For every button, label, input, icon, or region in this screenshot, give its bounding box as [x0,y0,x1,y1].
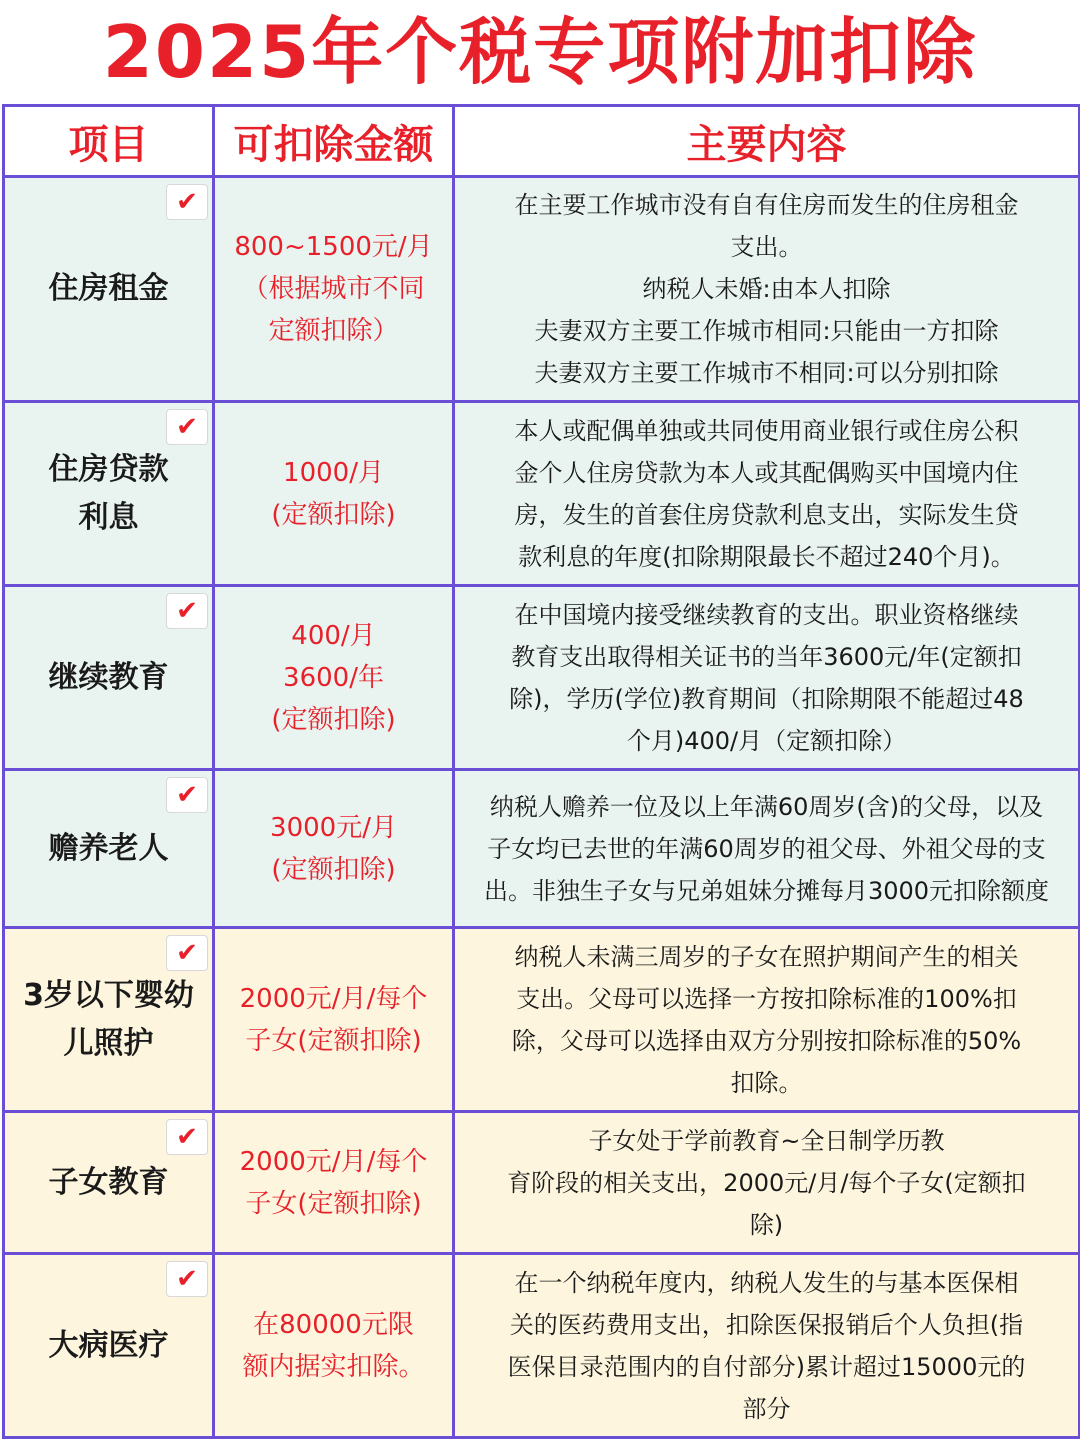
amount-line: 子女(定额扣除) [245,1188,422,1219]
page-title: 2025年个税专项附加扣除 [102,10,978,94]
content-line: 支出。 [730,233,803,261]
amount-line: 额内据实扣除。 [242,1351,425,1382]
amount-cell [214,1112,454,1254]
checkmark-icon: ✔ [166,184,208,220]
table-row [4,402,1080,586]
content-line: 支出。父母可以选择一方按扣除标准的100%扣 [516,984,1017,1013]
amount-line: 2000元/月/每个 [239,1146,428,1177]
header-item: 项目 [4,106,214,177]
content-line: 扣除。 [730,1068,803,1097]
table-row [4,770,1080,928]
content-line: 关的医药费用支出，扣除医保报销后个人负担(指 [509,1310,1024,1339]
content-line: 在中国境内接受继续教育的支出。职业资格继续 [514,600,1019,629]
content-line: 房，发生的首套住房贷款利息支出，实际发生贷 [514,500,1019,529]
checkmark-icon: ✔ [166,593,208,629]
table-row [4,1112,1080,1254]
item-line: 子女教育 [48,1164,169,1200]
amount-cell [214,402,454,586]
item-line: 赡养老人 [48,830,169,866]
item-cell [4,177,214,402]
content-line: 夫妻双方主要工作城市不相同:可以分别扣除 [534,359,999,387]
content-line: 育阶段的相关支出，2000元/月/每个子女(定额扣 [507,1168,1026,1197]
content-line: 除) [749,1210,784,1239]
checkmark-icon: ✔ [166,409,208,445]
item-cell [4,586,214,770]
content-line: 在主要工作城市没有自有住房而发生的住房租金 [514,191,1019,219]
amount-cell [214,928,454,1112]
checkmark-icon: ✔ [166,1261,208,1297]
item-line: 继续教育 [48,659,169,695]
amount-cell [214,770,454,928]
amount-line: 3000元/月 [270,812,397,843]
content-line: 子女处于学前教育~全日制学历教 [588,1126,945,1155]
content-line: 纳税人未婚:由本人扣除 [642,275,891,303]
content-line: 在一个纳税年度内，纳税人发生的与基本医保相 [514,1268,1019,1297]
item-line: 儿照护 [63,1025,154,1061]
table-header-row [4,106,1080,177]
amount-line: 在80000元限 [253,1309,414,1340]
amount-line: (定额扣除) [271,499,396,530]
amount-line: 3600/年 [283,662,384,693]
content-line: 金个人住房贷款为本人或其配偶购买中国境内住 [514,458,1019,487]
deduction-table [2,104,1080,1439]
content-line: 款利息的年度(扣除期限最长不超过240个月)。 [518,542,1015,571]
checkmark-icon: ✔ [166,1119,208,1155]
amount-line: 2000元/月/每个 [239,983,428,1014]
content-line: 夫妻双方主要工作城市相同:只能由一方扣除 [534,317,999,345]
content-line: 纳税人赡养一位及以上年满60周岁(含)的父母，以及 [489,792,1044,821]
content-line: 子女均已去世的年满60周岁的祖父母、外祖父母的支 [487,834,1046,863]
amount-line: 400/月 [291,620,376,651]
item-line: 住房贷款 [48,451,169,487]
header-content: 主要内容 [454,106,1080,177]
item-cell [4,1112,214,1254]
amount-line: 800~1500元/月 [234,232,433,262]
amount-line: 1000/月 [283,457,384,488]
content-line: 个月)400/月（定额扣除） [626,726,907,755]
item-cell [4,928,214,1112]
amount-line: 子女(定额扣除) [245,1025,422,1056]
table-row [4,1254,1080,1438]
amount-line: (定额扣除) [271,854,396,885]
amount-cell [214,177,454,402]
content-cell [454,928,1080,1112]
content-cell [454,1112,1080,1254]
content-line: 部分 [742,1394,791,1423]
content-line: 纳税人未满三周岁的子女在照护期间产生的相关 [514,942,1019,971]
item-cell [4,402,214,586]
amount-line: (定额扣除) [271,704,396,735]
content-line: 医保目录范围内的自付部分)累计超过15000元的 [507,1352,1026,1381]
item-line: 3岁以下婴幼 [23,977,194,1013]
item-line: 利息 [78,499,139,535]
content-cell [454,586,1080,770]
amount-line: 定额扣除） [268,316,399,346]
content-line: 出。非独生子女与兄弟姐妹分摊每月3000元扣除额度 [483,876,1050,905]
item-cell [4,1254,214,1438]
content-cell [454,1254,1080,1438]
checkmark-icon: ✔ [166,777,208,813]
content-line: 除，父母可以选择由双方分别按扣除标准的50% [511,1026,1022,1055]
content-line: 本人或配偶单独或共同使用商业银行或住房公积 [514,416,1019,445]
content-cell [454,177,1080,402]
item-line: 大病医疗 [48,1327,169,1363]
table-row [4,928,1080,1112]
content-line: 教育支出取得相关证书的当年3600元/年(定额扣 [511,642,1022,671]
checkmark-icon: ✔ [166,935,208,971]
header-amount: 可扣除金额 [214,106,454,177]
content-cell [454,770,1080,928]
table-row [4,586,1080,770]
item-cell [4,770,214,928]
content-cell [454,402,1080,586]
amount-cell [214,586,454,770]
content-line: 除)，学历(学位)教育期间（扣除期限不能超过48 [509,684,1024,713]
amount-cell [214,1254,454,1438]
amount-line: （根据城市不同 [242,274,425,304]
item-line: 住房租金 [48,271,169,306]
table-row [4,177,1080,402]
